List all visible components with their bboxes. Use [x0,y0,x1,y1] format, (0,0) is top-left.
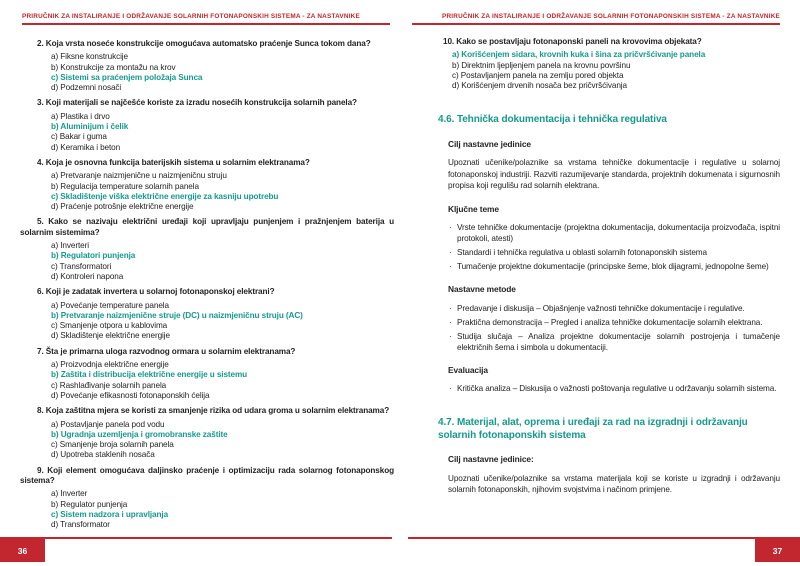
section-heading: 4.6. Tehnička dokumentacija i tehnička regulativa [438,114,667,126]
answer-option: c) Rashlađivanje solarnih panela [51,380,167,390]
answer-option: d) Korišćenjem drvenih nosača bez pričvršćivanja [452,81,627,91]
body-paragraph: Upoznati učenike/polaznike sa vrstama tehničke dokumentacije i regulative u solarnoj fotonaponskoj industriji. Razviti razumijevanje standarda, projektnih dokumenata i sigurnosnih propisa koji regulišu rad solarnih elektrana. [448,158,780,191]
question-block [438,37,780,91]
bullet-icon: · [449,303,452,313]
body-paragraph: Upoznati učenike/polaznike sa vrstama materijala koji se koriste u izgradnji i održavanju solarnih fotonaponskih, njihovim svojstvima i načinom primjene. [448,473,780,495]
question-text: 8. Koja zaštitna mjera se koristi za smanjenje rizika od udara groma u solarnim elektranama? [37,406,390,416]
question-block [20,347,394,401]
answer-option-correct: b) Zaštita i distribucija električne energije u sistemu [51,370,248,380]
question-text: 10. Kako se postavljaju fotonaponski paneli na krovovima objekata? [443,37,702,46]
question-block [20,158,394,212]
section-heading: 4.7. Materijal, alat, oprema i uređaji za rad na izgradnji i održavanju solarnih fotonaponskih sistema [438,417,748,441]
answer-option: d) Transformator [51,520,110,530]
subsection-heading: Ključne teme [448,203,499,214]
bullet-item: · Standardi i tehnička regulativa u oblasti solarnih fotonaponskih sistema [449,248,707,258]
answer-option-correct: c) Sistem nadzora i upravljanja [51,509,169,519]
bullet-item: · Kritička analiza – Diskusija o važnosti poštovanja regulative u održavanju solarnih sistema. [449,384,777,394]
answer-option: d) Keramika i beton [51,142,121,152]
bullet-icon: · [449,384,452,394]
page-header-right [412,13,780,25]
page-number-box [755,539,800,562]
bullet-icon: · [449,248,452,258]
page-number-box [0,539,45,562]
bullet-icon: · [449,317,452,327]
page-right [400,0,800,566]
answer-option: a) Fiksne konstrukcije [51,52,128,62]
question-text: 5. Kako se nazivaju električni uređaji koji upravljaju punjenjem i pražnjenjem baterija u solarnim sistemima? [20,217,394,237]
answer-option-correct: a) Korišćenjem sidara, krovnih kuka i šina za pričvršćivanje panela [452,50,706,60]
question-block [20,466,394,531]
bullet-item: · Tumačenje projektne dokumentacije (principske šeme, blok dijagrami, jednopolne šeme) [449,262,769,272]
page-number: 37 [772,545,783,556]
question-block [20,287,394,341]
question-text: 9. Koji element omogućava daljinsko praćenje i optimizaciju rada solarnog fotonaponskog sistema? [20,465,394,485]
page-content-right [438,37,780,496]
quiz-questions-left [20,39,394,530]
answer-option: d) Povećanje efikasnosti fotonaponskih ćelija [51,390,210,400]
subsection-heading: Evaluacija [448,364,488,375]
answer-option: d) Podzemni nosači [51,83,122,93]
answer-option: b) Regulacija temperature solarnih panela [51,181,199,191]
subsection-heading: Cilj nastavne jedinice [448,138,531,149]
bullet-icon: · [449,223,452,233]
answer-option: c) Postavljanjem panela na zemlju pored objekta [452,70,624,80]
subsection-heading: Nastavne metode [448,284,516,295]
bullet-item: · Predavanje i diskusija – Objašnjenje važnosti tehničke dokumentacije i regulative. [449,303,745,313]
answer-option: d) Upotreba staklenih nosača [51,450,155,460]
subsection-heading: Cilj nastavne jedinice: [448,454,534,465]
question-text: 2. Koja vrsta noseće konstrukcije omogućava automatsko praćenje Sunca tokom dana? [37,39,371,48]
answer-option-correct: c) Sistemi sa praćenjem položaja Sunca [51,72,203,82]
answer-option: c) Smanjenje broja solarnih panela [51,440,174,450]
question-text: 3. Koji materijali se najčešće koriste za izradu nosećih konstrukcija solarnih panela? [37,98,357,108]
question-text: 7. Šta je primarna uloga razvodnog ormara u solarnim elektranama? [37,346,296,356]
question-block [20,39,394,93]
bullet-item: · Vrste tehničke dokumentacije (projektna dokumentacija, dokumentacija proizvođača, ispitni protokoli, atesti) [449,223,780,244]
answer-option: d) Skladištenje električne energije [51,331,170,341]
page-number: 36 [17,545,28,556]
answer-option-correct: b) Ugradnja uzemljenja i gromobranske zaštite [51,429,228,439]
answer-option: c) Transformatori [51,261,112,271]
running-title: PRIRUČNIK ZA INSTALIRANJE I ODRŽAVANJE SOLARNIH FOTONAPONSKIH SISTEMA - ZA NASTAVNIKE [442,13,780,20]
question-block [20,217,394,282]
bullet-list [448,383,780,394]
answer-option: c) Bakar i guma [51,132,107,142]
bullet-list [448,303,780,353]
question-text: 4. Koja je osnovna funkcija baterijskih sistema u solarnim elektranama? [37,157,310,167]
answer-option-correct: b) Regulatori punjenja [51,251,136,261]
answer-option: a) Inverter [51,489,88,499]
page-header-left [22,13,390,25]
question-text: 6. Koji je zadatak invertera u solarnoj fotonaponskoj elektrani? [37,287,275,297]
answer-option: b) Direktnim ljepljenjem panela na krovnu površinu [452,60,631,70]
answer-option: a) Postavljanje panela pod vodu [51,419,165,429]
answer-option: a) Pretvaranje naizmjenične u naizmjeničnu struju [51,171,227,181]
answer-option: a) Povećanje temperature panela [51,300,169,310]
bullet-item: · Studija slučaja – Analiza projektne dokumentacije solarnih postrojenja i tumačenje električnih šema i simbola u dokumentaciji. [449,331,780,352]
answer-option: b) Konstrukcije za montažu na krov [51,62,176,72]
bullet-icon: · [449,262,452,272]
running-title: PRIRUČNIK ZA INSTALIRANJE I ODRŽAVANJE SOLARNIH FOTONAPONSKIH SISTEMA - ZA NASTAVNIKE [22,13,360,20]
answer-option: a) Plastika i drvo [51,111,110,121]
answer-option: d) Kontroleri napona [51,271,124,281]
footer-rule-left [0,537,392,539]
answer-option: b) Regulator punjenja [51,499,128,509]
footer-rule-right [408,537,800,539]
answer-option: d) Praćenje potrošnje električne energije [51,202,194,212]
question-block [20,406,394,460]
answer-option: a) Proizvodnja električne energije [51,360,169,370]
question-block [20,98,394,152]
answer-option-correct: b) Pretvaranje naizmjenične struje (DC) u naizmjeničnu struju (AC) [51,310,303,320]
bullet-icon: · [449,331,452,341]
answer-option: a) Inverteri [51,241,89,251]
answer-option-correct: b) Aluminijum i čelik [51,122,129,132]
bullet-list [448,222,780,272]
answer-option: c) Smanjenje otpora u kablovima [51,321,168,331]
answer-option-correct: c) Skladištenje viška električne energije za kasniju upotrebu [51,191,279,201]
bullet-item: · Praktična demonstracija – Pregled i analiza tehničke dokumentacije solarnih elektrana. [449,317,763,327]
